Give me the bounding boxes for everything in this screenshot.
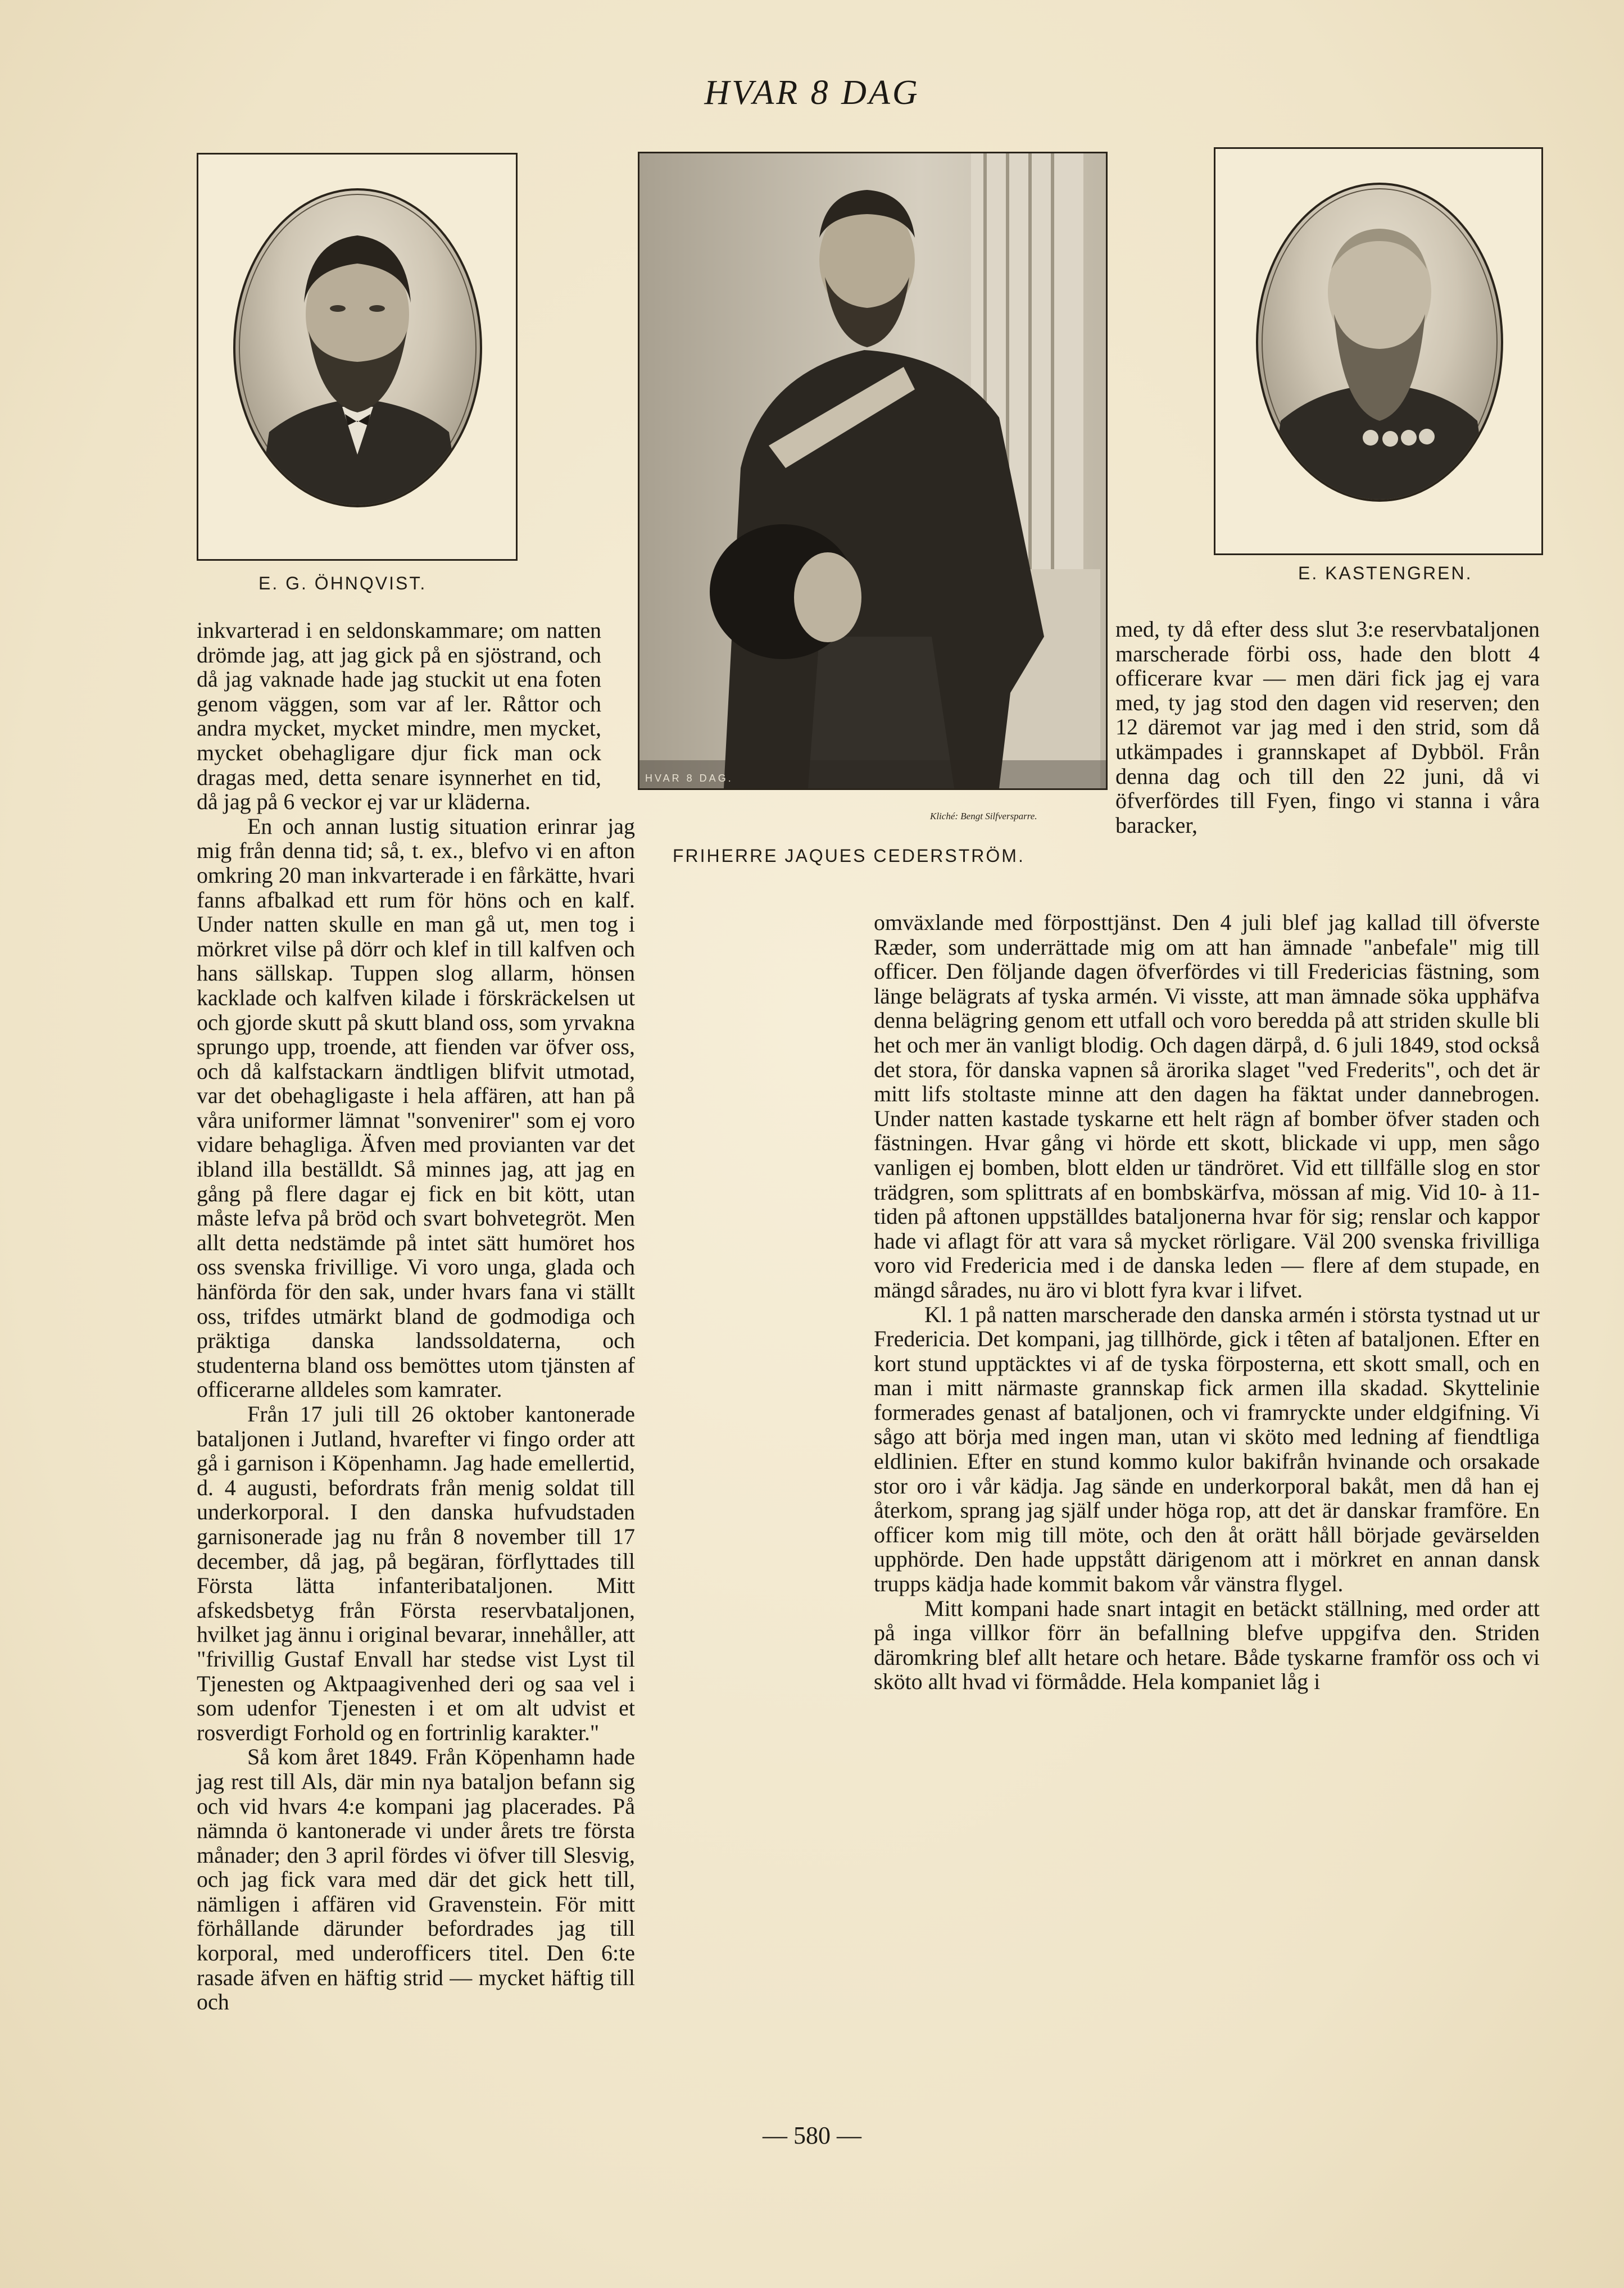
photo-watermark: HVAR 8 DAG. <box>645 773 733 784</box>
paragraph: omväxlande med förposttjänst. Den 4 juli blef jag kallad till öfverste Ræder, som underrättade mig om att han ämnade "anbefale" mig till officer. Den följande dagen öfverfördes vi till Fredericias fästning, som länge belägrats af tyska armén. Vi visste, att man ämnade söka upphäfva denna belägring genom ett utfall och voro beredda på att striden skulle bli het och mer än vanligt blodig. Och dagen därpå, d. 6 juli 1849, stod också det stora, för danska vapnen så ärorika slaget "ved Frederits", och det är mitt lifs stoltaste minne att den dagen ha fäktat under dannebrogen. Under natten kastade tyskarne ett helt rägn af bomber öfver staden och fästningen. Hvar gång vi hörde ett skott, blickade vi upp, men sågo vanligen ej bomben, blott elden ur tändröret. Vid ett tillfälle slog en stor trädgren, som splittrats af en bombskärfva, mössan af mig. Vid 10- à 11-tiden på aftonen uppställdes bataljonerna hvar för sig; renslar och kappor hade vi aflagt för att vara så mycket rörligare. Väl 200 svenska frivilliga voro vid Fredericia med i de danska leden — flere af dem stupade, en mängd sårades, nu äro vi blott fyra kvar i lifvet. <box>874 910 1540 1302</box>
photo-credit: Kliché: Bengt Silfversparre. <box>930 811 1037 821</box>
caption-ohnqvist: E. G. ÖHNQVIST. <box>258 573 427 593</box>
portrait-frame-kastengren <box>1214 147 1543 555</box>
caption-kastengren: E. KASTENGREN. <box>1298 563 1473 583</box>
article-column-right <box>874 910 1540 1694</box>
portrait-image-ohnqvist <box>235 190 480 505</box>
paragraph: inkvarterad i en seldonskammare; om natten drömde jag, att jag gick på en sjöstrand, och då jag vaknade hade jag stuckit ut ena foten genom väggen, som var af ler. Råttor och andra mycket, mycket mindre, men mycket, mycket obehagligare djur fick man ock dragas med, detta senare isynnerhet en tid, då jag på 6 veckor ej var ur kläderna. <box>197 618 601 815</box>
paragraph: Kl. 1 på natten marscherade den danska armén i största tystnad ut ur Fredericia. Det kompani, jag tillhörde, gick i têten af bataljonen. Efter en kort stund upptäcktes vi af de tyska förposterna, ett skott small, och en man i mitt närmaste grannskap fick armen illa skadad. Skyttelinie formerades genast af bataljonen, och vi framryckte under eldgifning. Vi sågo att börja med ingen man, utan vi sköto med ledning af fiendtliga eldlinien. Efter en stund kommo kulor bakifrån hvinande och orsakade stor oro i vår kädja. Jag sände en underkorporal bakåt, men då han ej återkom, sprang jag själf under höga rop, att det är danskar framföre. En officer kom mig till möte, och den åt orätt håll började gevärselden upphörde. Den hade uppstått därigenom att i mörkret en annan dansk trupps kädja hade kommit bakom vår vänstra flygel. <box>874 1301 1540 1597</box>
portrait-kastengren <box>1256 183 1503 502</box>
portrait-ohnqvist <box>233 188 482 507</box>
paragraph: Så kom året 1849. Från Köpenhamn hade jag rest till Als, där min nya bataljon befann sig och vid hvars 4:e kompani jag placerades. På nämnda ö kantonerade vi under årets tre första månader; den 3 april fördes vi öfver till Slesvig, och jag fick vara med där det gick hett till, nämligen i affären vid Gravenstein. För mitt förhållande därunder befordrades jag till korporal, med underofficers titel. Den 6:te rasade äfven en häftig strid — mycket häftig till och <box>197 1744 635 2015</box>
paragraph: Mitt kompani hade snart intagit en betäckt ställning, med order att på inga villkor förr än befallning blefve uppgifva den. Striden däromkring blef allt hetare och hetare. Både tyskarne framför oss och vi sköto allt hvad vi förmådde. Hela kompaniet låg i <box>874 1595 1540 1695</box>
portrait-image-cederstrom <box>639 153 1106 788</box>
portrait-image-kastengren <box>1258 185 1501 500</box>
article-column-left <box>197 618 635 2014</box>
caption-cederstrom: FRIHERRE JAQUES CEDERSTRÖM. <box>673 846 1025 866</box>
portrait-frame-cederstrom <box>638 152 1108 790</box>
article-column-right-top <box>1115 617 1540 837</box>
page-number: — 580 — <box>763 2122 861 2149</box>
portrait-frame-ohnqvist <box>197 153 518 561</box>
paragraph: En och annan lustig situation erinrar jag mig från denna tid; så, t. ex., blefvo vi en afton omkring 20 man inkvarterade i en fårkätte, hvari fanns afbalkad ett rum för höns och en kalf. Under natten skulle en man gå ut, men tog i mörkret vilse på dörr och klef in till kalfven och hans sällskap. Tuppen slog allarm, hönsen kacklade och kalfven kilade i förskräckelsen ut och gjorde skutt på skutt bland oss, som yrvakna sprungo upp, troende, att fienden var öfver oss, och då kalfstackarn ändtligen blifvit utmotad, var det obehagligaste i hela affären, att han på våra uniformer lämnat "sonvenirer" som ej voro vidare behagliga. Äfven med provianten var det ibland illa beställdt. Så minnes jag, att jag en gång på flere dagar ej fick en bit kött, utan måste lefva på bröd och svart bohvetegröt. Men allt detta nedstämde på intet sätt humöret hos oss svenska frivillige. Vi voro unga, glada och hänförda för den sak, under hvars fana vi ställt oss, trifdes utmärkt bland de godmodiga och präktiga danska landssoldaterna, och studenterna bland oss bemöttes utom tjänsten af officerarne alldeles som kamrater. <box>197 813 635 1402</box>
page-header: HVAR 8 DAG <box>704 74 920 112</box>
paragraph: Från 17 juli till 26 oktober kantonerade bataljonen i Jutland, hvarefter vi fingo order att gå i garnison i Köpenhamn. Jag hade emellertid, d. 4 augusti, befordrats från menig soldat till underkorporal. I den danska hufvudstaden garnisonerade jag nu från 8 november till 17 december, då jag, på begäran, förflyttades till Första lätta infanteribataljonen. Mitt afskedsbetyg från Första reservbataljonen, hvilket jag ännu i original bevarar, innehåller, att "frivillig Gustaf Envall har stedse vist Lyst til Tjenesten og Aktpaagivenhed deri og saa vel i som udenfor Tjenesten i et om alt udvist et rosverdigt Forhold og en fortrinlig karakter." <box>197 1401 635 1745</box>
paragraph: med, ty då efter dess slut 3:e reservbataljonen marscherade förbi oss, hade den blott 4 officerare kvar — men däri fick jag ej vara med, ty jag stod den dagen vid reserven; den 12 däremot var jag med i den strid, som då utkämpades i grannskapet af Dybböl. Från denna dag och till den 22 juni, då vi öfverfördes till Fyen, fingo vi stanna i våra baracker, <box>1115 616 1540 838</box>
